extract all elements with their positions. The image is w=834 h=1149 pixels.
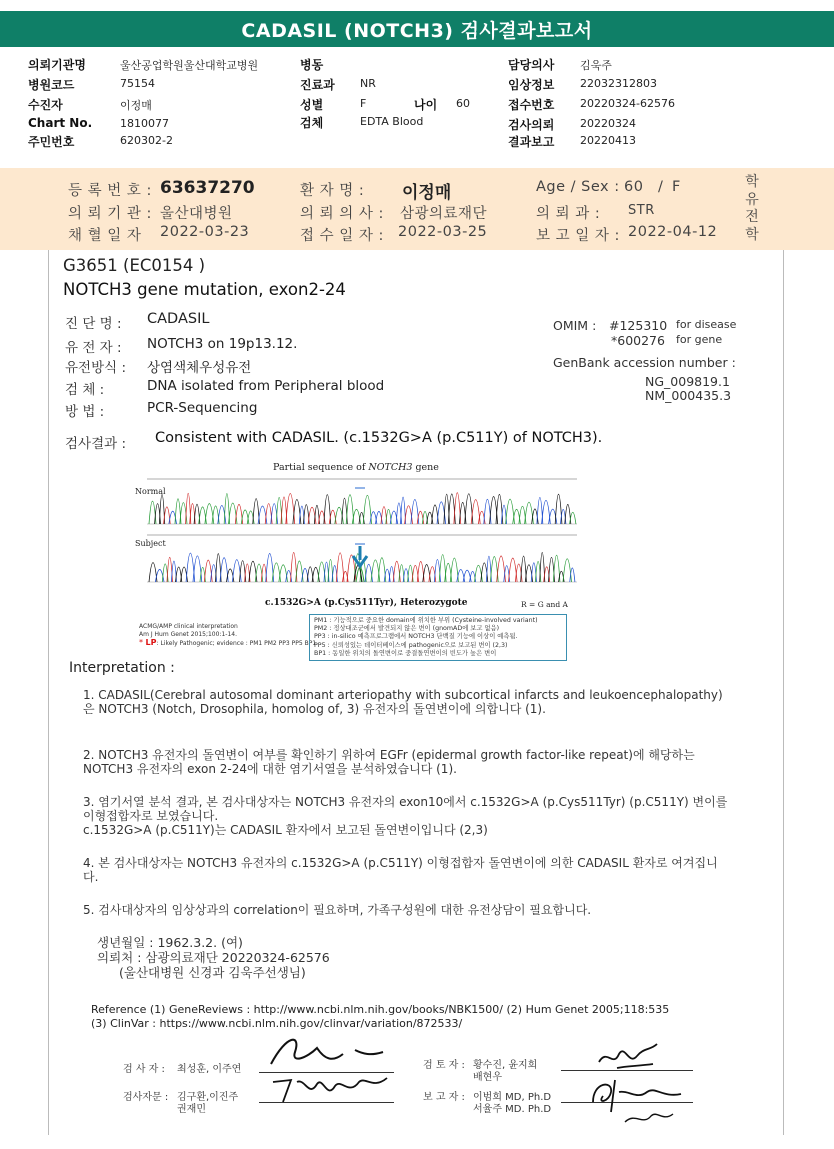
field-value: 22032312803 <box>580 77 657 90</box>
figure-title-gene: NOTCH3 <box>368 462 413 473</box>
interpretation-paragraph: 5. 검사대상자의 임상상과의 correlation이 필요하며, 가족구성원에 대한 유전상담이 필요합니다. <box>83 903 592 917</box>
reg-label: 등 록 번 호 : <box>68 183 152 199</box>
reporter-signature <box>585 1072 695 1130</box>
inst-value: 울산대병원 <box>160 206 233 222</box>
chromatogram <box>147 474 577 592</box>
field-label: 수진자 <box>28 98 63 112</box>
advisor-label: 검사자문 : <box>123 1092 169 1103</box>
acmg-criteria-box <box>309 614 567 661</box>
specimen-label: 검 체 : <box>65 382 105 398</box>
requester-note: 의뢰처 : 삼광의료재단 20220324-62576 <box>97 950 330 965</box>
interpretation-paragraph: 4. 본 검사대상자는 NOTCH3 유전자의 c.1532G>A (p.C511Y) 이형접합자 돌연변이에 의한 CADASIL 환자로 여겨집니다. <box>83 856 718 884</box>
acmg-line: ACMG/AMP clinical interpretation <box>139 623 238 630</box>
dob-note: 생년월일 : 1962.3.2. (여) <box>97 935 243 950</box>
vertical-char: 학 <box>745 174 759 190</box>
reviewer-names-2: 배현우 <box>473 1072 502 1083</box>
inherit-label: 유전방식 : <box>65 360 127 376</box>
field-label: 검체 <box>300 116 324 130</box>
criteria-item: PP5 : 신뢰성있는 데이터베이스에 pathogenic으로 보고된 변이 (2,3) <box>314 641 508 649</box>
tester-label: 검 사 자 : <box>123 1064 165 1075</box>
figure-title <box>273 462 439 473</box>
field-value: 울산공업학원울산대학교병원 <box>120 59 259 72</box>
field-label: 병원코드 <box>28 78 75 92</box>
advisor-names-2: 권재민 <box>177 1104 206 1115</box>
field-value: 60 <box>456 97 470 110</box>
criteria-item: PP3 : in-silico 예측프로그램에서 NOTCH3 단백질 기능에 이상이 예측됨. <box>314 633 518 641</box>
doctor-label: 의 뢰 의 사 : <box>300 206 384 222</box>
tester-signature <box>267 1030 387 1074</box>
requester-sub-note: (울산대병원 신경과 김욱주선생님) <box>119 965 306 980</box>
result-value: Consistent with CADASIL. (c.1532G>A (p.C511Y) of NOTCH3). <box>155 430 603 446</box>
figure-title-prefix: Partial sequence of <box>273 462 369 473</box>
figure-legend: R = G and A <box>521 600 568 609</box>
normal-trace <box>149 493 576 524</box>
lab-header <box>0 168 834 250</box>
method-label: 방 법 : <box>65 404 105 420</box>
acmg-ref <box>139 623 316 648</box>
field-label: 담당의사 <box>508 58 555 72</box>
reg-value: 63637270 <box>160 178 255 198</box>
field-value: 20220324-62576 <box>580 97 675 110</box>
field-label: 병동 <box>300 58 324 72</box>
omim-disease: #125310 <box>609 318 668 333</box>
field-label: 진료과 <box>300 78 335 92</box>
field-value: 20220324 <box>580 117 636 130</box>
field-value: 김욱주 <box>580 59 612 72</box>
gene-title: NOTCH3 gene mutation, exon2-24 <box>63 280 346 299</box>
inherit-value: 상염색체우성유전 <box>147 360 252 376</box>
reference-line: (3) ClinVar : https://www.ncbi.nlm.nih.gov/clinvar/variation/872533/ <box>91 1017 463 1030</box>
collect-value: 2022-03-23 <box>160 224 250 240</box>
field-label: 나이 <box>414 98 438 112</box>
interpretation-paragraph: 1. CADASIL(Cerebral autosomal dominant arteriopathy with subcortical infarcts and leukoencephalopathy)은 NOTCH3 (Notch, Drosophila, homolog of, 3) 유전자의 돌연변이에 의합니다 (1). <box>83 688 723 716</box>
field-value: 75154 <box>120 77 155 90</box>
reviewer-label: 검 토 자 : <box>423 1060 465 1071</box>
reporter-label: 보 고 자 : <box>423 1092 465 1103</box>
report-title: CADASIL (NOTCH3) 검사결과보고서 <box>0 11 834 47</box>
sex-value: F <box>672 179 681 195</box>
field-label: 주민번호 <box>28 135 75 149</box>
test-code: G3651 (EC0154 ) <box>63 256 206 275</box>
report-value: 2022-04-12 <box>628 224 718 240</box>
dept-label: 의 뢰 과 : <box>536 206 601 222</box>
lp-label: LP <box>145 638 157 647</box>
gene-label: 유 전 자 : <box>65 340 122 356</box>
criteria-item: BP1 : 동일한 위치의 돌연변이로 중결돌연변이의 빈도가 높은 변이 <box>314 649 497 657</box>
patient-label: 환 자 명 : <box>300 183 365 199</box>
omim-gene-note: for gene <box>676 333 723 346</box>
method-value: PCR-Sequencing <box>147 400 258 416</box>
report-body <box>48 250 784 1135</box>
omim-disease-note: for disease <box>676 318 737 331</box>
patient-value: 이정매 <box>402 183 452 203</box>
genbank-1: NG_009819.1 <box>645 374 730 389</box>
field-label: Chart No. <box>28 116 93 130</box>
lp-text: : Likely Pathogenic; evidence : PM1 PM2 PP3 PP5 BP1 <box>156 640 317 647</box>
doctor-value: 삼광의료재단 <box>400 206 488 222</box>
result-label: 검사결과 : <box>65 436 127 452</box>
genbank-2: NM_000435.3 <box>645 388 732 403</box>
omim-label: OMIM : <box>553 318 597 333</box>
figure-title-suffix: gene <box>412 462 439 473</box>
inst-label: 의 뢰 기 관 : <box>68 206 152 222</box>
subject-trace <box>149 552 575 582</box>
vertical-char: 학 <box>745 226 759 243</box>
omim-gene: *600276 <box>611 333 665 348</box>
subject-label: Subject <box>135 539 166 548</box>
field-value: NR <box>360 77 376 90</box>
field-value: 이정매 <box>120 99 152 112</box>
vertical-dept-name <box>744 174 760 244</box>
advisor-names-1: 김구환,이진주 <box>177 1092 239 1103</box>
report-label: 보 고 일 자 : <box>536 228 620 244</box>
figure-caption: c.1532G>A (p.Cys511Tyr), Heterozygote <box>265 598 468 608</box>
collect-label: 채 혈 일 자 <box>68 228 142 244</box>
specimen-value: DNA isolated from Peripheral blood <box>147 378 385 394</box>
subject-base-calls <box>147 534 577 536</box>
age-value: 60 <box>624 179 644 195</box>
hospital-info <box>0 56 834 160</box>
base-call-row <box>147 478 577 480</box>
vertical-char: 전 <box>745 209 759 225</box>
field-value: 1810077 <box>120 117 169 130</box>
genbank-label: GenBank accession number : <box>553 355 736 370</box>
field-label: 결과보고 <box>508 135 555 149</box>
field-value: 20220413 <box>580 134 636 147</box>
receipt-label: 접 수 일 자 : <box>300 228 384 244</box>
lp-line: * LP: Likely Pathogenic; evidence : PM1 PM2 PP3 PP5 BP1 <box>139 638 317 647</box>
field-label: 검사의뢰 <box>508 118 555 132</box>
sex-separator: / <box>658 179 664 195</box>
field-value: 620302-2 <box>120 134 173 147</box>
dept-value: STR <box>628 203 655 218</box>
field-value: F <box>360 97 367 110</box>
advisor-signature <box>269 1072 391 1108</box>
gene-value: NOTCH3 on 19p13.12. <box>147 336 298 352</box>
criteria-item: PM2 : 정상대조군에서 발견되지 않은 변이 (gnomAD에 보고 없음) <box>314 625 500 633</box>
reviewer-names-1: 황수진, 윤지희 <box>473 1060 538 1071</box>
reporter-names-1: 이범희 MD, Ph.D <box>473 1092 552 1103</box>
field-label: 의뢰기관명 <box>28 58 86 72</box>
acmg-line: Am J Hum Genet 2015;100:1-14. <box>139 631 237 638</box>
interpretation-paragraph: 3. 염기서열 분석 결과, 본 검사대상자는 NOTCH3 유전자의 exon10에서 c.1532G>A (p.Cys511Tyr) (p.C511Y) 변이를 이형접합자로 보였습니다. <box>83 795 728 823</box>
criteria-item: PM1 : 기능적으로 중요한 domain에 위치한 부위 (Cysteine-involved variant) <box>314 617 538 624</box>
field-label: 접수번호 <box>508 98 555 112</box>
field-label: 성별 <box>300 98 324 112</box>
normal-base-calls <box>147 478 577 480</box>
field-value: EDTA Blood <box>360 115 424 128</box>
field-label: 임상정보 <box>508 78 555 92</box>
interpretation-heading: Interpretation : <box>69 660 175 676</box>
reporter-names-2: 서율주 MD. Ph.D <box>473 1104 552 1115</box>
interpretation-paragraph: c.1532G>A (p.C511Y)는 CADASIL 환자에서 보고된 돌연변이입니다 (2,3) <box>83 823 488 837</box>
interpretation-paragraph: 2. NOTCH3 유전자의 돌연변이 여부를 확인하기 위하여 EGFr (epidermal growth factor-like repeat)에 해당하는 NOTCH3 유전자의 exon 2-24에 대한 염기서열을 분석하였습니다 (1). <box>83 748 695 776</box>
reference-line: Reference (1) GeneReviews : http://www.ncbi.nlm.nih.gov/books/NBK1500/ (2) Hum Genet 2005;118:535 <box>91 1003 670 1016</box>
reviewer-signature <box>595 1040 661 1074</box>
diagnosis-label: 진 단 명 : <box>65 316 122 332</box>
diagnosis-value: CADASIL <box>147 311 210 327</box>
vertical-char: 유 <box>745 191 759 208</box>
normal-label: Normal <box>135 487 166 496</box>
agesex-label: Age / Sex : <box>536 179 620 195</box>
receipt-value: 2022-03-25 <box>398 224 488 240</box>
tester-names: 최성훈, 이주연 <box>177 1064 242 1075</box>
base-call-row <box>147 534 577 536</box>
